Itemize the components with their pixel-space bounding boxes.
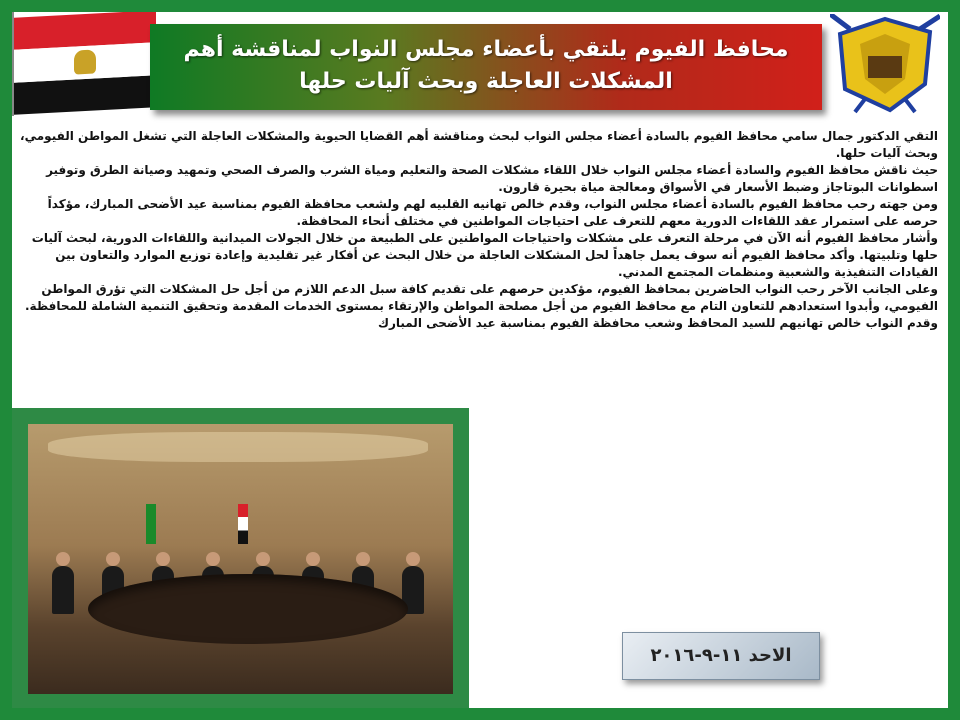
paragraph: وأشار محافظ الفيوم أنه الآن في مرحلة التعرف على مشكلات واحتياجات المواطنين على الطبيعة من خلال الجولات الميدانية واللقاءات الدورية، لبحث آليات حلها وتلبيتها. وأكد محافظ الفيوم أنه سوف يعمل جاهداً لحل المشكلات العاجلة من خلال البحث عن أفكار غير تقليدية وإعادة توزيع الموارد والتعاون بين القيادات التنفيذية والشعبية ومنظمات المجتمع المدني. xyxy=(31,231,938,279)
green-flag-icon xyxy=(146,504,156,544)
egypt-flag-icon xyxy=(14,12,156,116)
article-body xyxy=(20,128,938,418)
meeting-photo xyxy=(28,424,453,694)
egypt-flag-mini-icon xyxy=(238,504,248,544)
paragraph: حيث ناقش محافظ الفيوم والسادة أعضاء مجلس النواب خلال اللقاء مشكلات الصحة والتعليم ومياة الشرب والصرف الصحي وتمهيد وصيانة الطرق وتوفير اسطوانات البوتاجاز وضبط الأسعار في الأسواق ومعالجة مياة بحيرة قارون. xyxy=(46,163,938,194)
paragraph: التقي الدكتور جمال سامي محافظ الفيوم بالسادة أعضاء مجلس النواب لبحث ومناقشة أهم القضايا الحيوية والمشكلات العاجلة التي تشغل المواطن الفيومي، وبحث آليات حلها. xyxy=(20,129,938,160)
date-badge: الاحد ١١-٩-٢٠١٦ xyxy=(622,632,820,680)
slide xyxy=(12,12,948,708)
ceiling-light xyxy=(48,432,428,462)
conference-table xyxy=(88,574,408,644)
paragraph: وعلى الجانب الآخر رحب النواب الحاضرين بمحافظ الفيوم، مؤكدين حرصهم على تقديم كافة سبل الدعم اللازم من أجل حل المشكلات التي تؤرق المواطن الفيومي، وأبدوا استعدادهم للتعاون التام مع محافظ الفيوم من أجل مصلحة المواطن والإرتقاء بمستوى الخدمات المقدمة وتحقيق التنمية الشاملة للمحافظة. xyxy=(24,282,938,313)
paragraph: وقدم النواب خالص تهانيهم للسيد المحافظ وشعب محافظة الفيوم بمناسبة عيد الأضحى المبارك xyxy=(377,316,938,330)
governorate-logo-icon xyxy=(830,14,940,114)
meeting-photo-frame xyxy=(12,408,469,708)
paragraph: ومن جهته رحب محافظ الفيوم بالسادة أعضاء مجلس النواب، وقدم خالص تهانيه القلبيه لهم ولشعب محافظة الفيوم بمناسبة عيد الأضحى المبارك، مؤكداً حرصه على استمرار عقد اللقاءات الدورية معهم للتعرف على احتياجات المواطنين في مختلف أنحاء المحافظة. xyxy=(47,197,938,228)
page-title: محافظ الفيوم يلتقي بأعضاء مجلس النواب لمناقشة أهم المشكلات العاجلة وبحث آليات حلها xyxy=(150,24,822,110)
eagle-icon xyxy=(74,50,96,75)
person xyxy=(52,566,74,614)
